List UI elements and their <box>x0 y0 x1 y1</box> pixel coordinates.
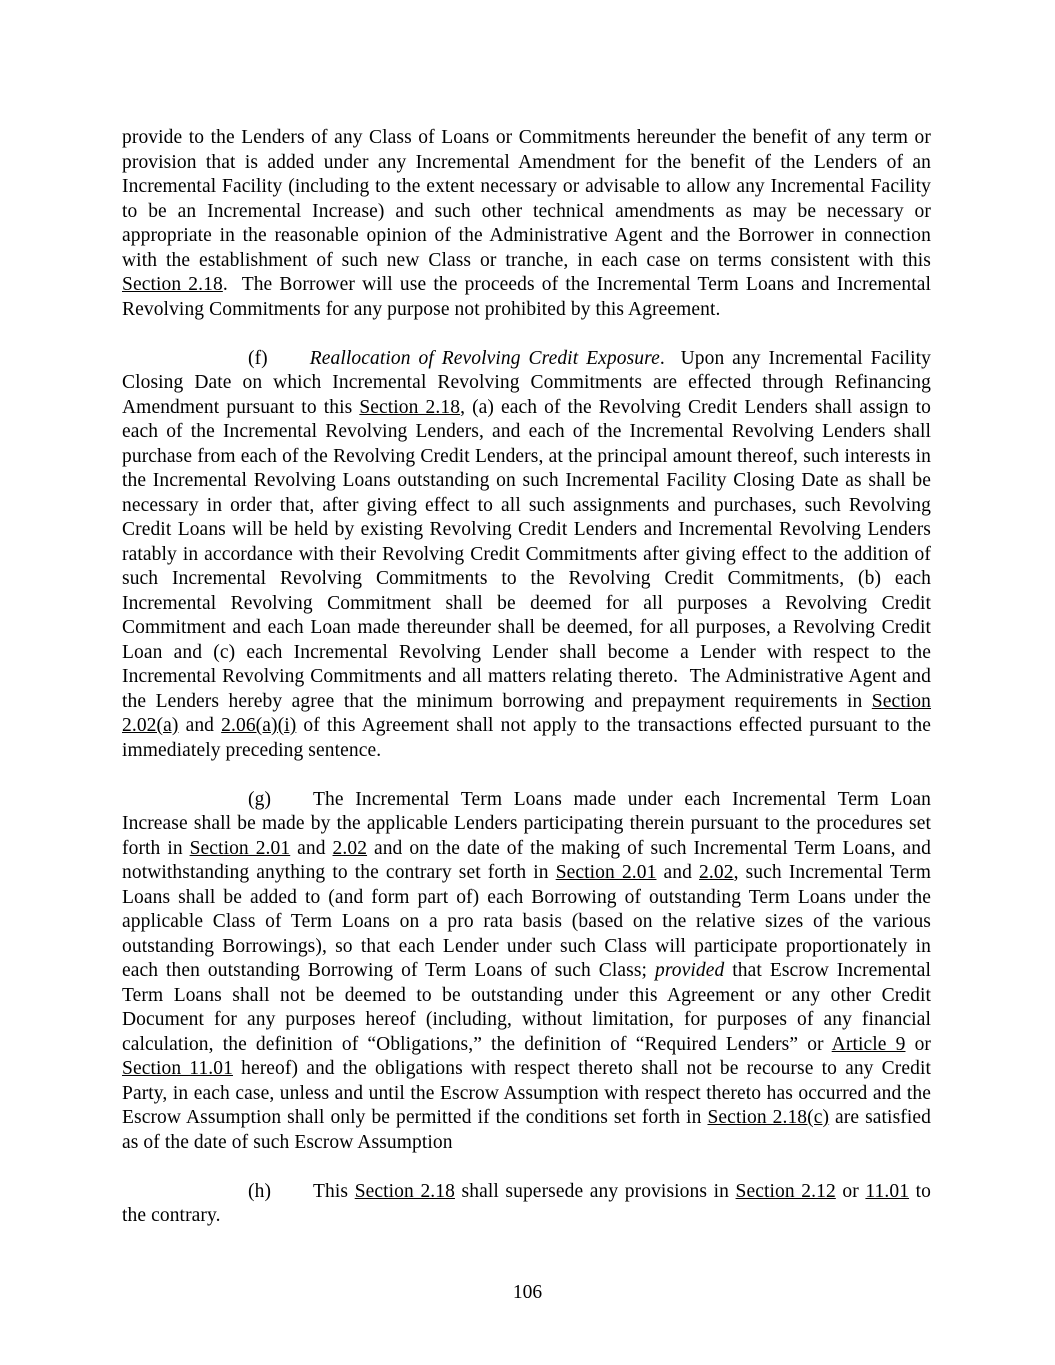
text-segment: of this Agreement shall not apply to the transactions effected pursuant to the immediately preceding sentence. <box>122 715 932 761</box>
section-reference: 2.02 <box>332 837 368 859</box>
paragraph-continuation <box>122 126 931 322</box>
text-segment: to the contrary. <box>122 1180 931 1226</box>
text-segment: that Escrow Incremental Term Loans shall not be deemed to be outstanding under this Agreement or any other Credit Document for any purposes hereof (including, without limitation, for purposes of any financial calculation, the definition of “Obligations,” the definition of “Required Lenders” or <box>122 960 932 1055</box>
section-reference: Section 2.01 <box>555 862 657 883</box>
text-segment: , such Incremental Term Loans shall be added to (and form part of) each Borrowing of outstanding Term Loans under the applicable Class of Term Loans on a pro rata basis (based on the relative sizes of the various outstanding Borrowings), so that each Lender under such Class will participate proportionately in each then outstanding Borrowing of Term Loans of such Class; <box>122 862 932 981</box>
emphasized-text: provided <box>654 960 725 981</box>
text-segment: and <box>656 862 700 883</box>
paragraph-f <box>122 347 931 764</box>
section-reference: 2.06(a)(i) <box>221 715 297 736</box>
paragraph-g <box>122 788 931 1156</box>
section-reference: Section 11.01 <box>122 1058 233 1079</box>
text-segment: . Upon any Incremental Facility Closing Date on which Incremental Revolving Commitments are effected through Refinancing Amendment pursuant to this <box>122 347 931 418</box>
text-segment: or <box>905 1033 932 1055</box>
section-reference: Section 2.18(c) <box>707 1107 830 1128</box>
page-number: 106 <box>512 1282 543 1303</box>
paragraph-label: (h) <box>248 1180 272 1202</box>
paragraph-h <box>122 1180 931 1229</box>
text-segment: or <box>835 1180 866 1202</box>
text-segment: and <box>178 715 222 736</box>
section-reference: 11.01 <box>865 1180 910 1202</box>
text-segment: are satisfied as of the date of such Escrow Assumption <box>122 1107 931 1153</box>
text-segment: provide to the Lenders of any Class of Loans or Commitments hereunder the benefit of any term or provision that is added under any Incremental Amendment for the benefit of the Lenders of an Incremental Facility (including to the extent necessary or advisable to allow any Incremental Facility to be an Incremental Increase) and such other technical amendments as may be necessary or appropriate in the reasonable opinion of the Administrative Agent and the Borrower in connection with the establishment of such new Class or tranche, in each case on terms consistent with this <box>122 127 931 271</box>
section-reference: Section 2.18 <box>359 396 461 418</box>
section-reference: Article 9 <box>831 1033 906 1055</box>
paragraph-label: (f) <box>248 347 268 369</box>
section-reference: Section 2.12 <box>735 1180 836 1202</box>
paragraph-label: (g) <box>248 788 272 810</box>
text-segment: , (a) each of the Revolving Credit Lenders shall assign to each of the Incremental Revolving Lenders, and each of the Incremental Revolving Lenders shall purchase from each of the Revolving Credit Lenders, at the principal amount thereof, such interests in the Incremental Revolving Loans outstanding on such Incremental Facility Closing Date as shall be necessary in order that, after giving effect to all such assignments and purchases, such Revolving Credit Loans will be held by existing Revolving Credit Lenders and Incremental Revolving Lenders ratably in accordance with their Revolving Credit Commitments after giving effect to the addition of such Incremental Revolving Commitments to the Revolving Credit Commitments, (b) each Incremental Revolving Commitment shall be deemed for all purposes a Revolving Credit Commitment and each Loan made thereunder shall be deemed, for all purposes, a Revolving Credit Loan and (c) each Incremental Revolving Lender shall become a Lender with respect to the Incremental Revolving Commitments and all matters relating thereto. The Administrative Agent and the Lenders hereby agree that the minimum borrowing and prepayment requirements in <box>122 396 931 712</box>
section-reference: 2.02 <box>699 862 734 883</box>
text-segment: The Incremental Term Loans made under each Incremental Term Loan Increase shall be made by the applicable Lenders participating therein pursuant to the procedures set forth in <box>122 788 931 859</box>
section-reference: Section 2.01 <box>189 837 291 859</box>
text-segment: hereof) and the obligations with respect thereto shall not be recourse to any Credit Party, in each case, unless and until the Escrow Assumption with respect thereto has occurred and the Escrow Assumption shall only be permitted if the conditions set forth in <box>122 1058 931 1128</box>
text-segment: and <box>290 837 333 859</box>
document-body <box>122 126 931 1253</box>
section-reference: Section 2.02(a) <box>122 690 931 736</box>
text-segment: This <box>313 1180 355 1202</box>
emphasized-text: Reallocation of Revolving Credit Exposure <box>309 347 660 369</box>
text-segment: shall supersede any provisions in <box>454 1180 736 1202</box>
text-segment: . The Borrower will use the proceeds of the Incremental Term Loans and Incremental Revolving Commitments for any purpose not prohibited by this Agreement. <box>122 274 931 320</box>
text-segment: and on the date of the making of such Incremental Term Loans, and notwithstanding anything to the contrary set forth in <box>122 837 931 883</box>
section-reference: Section 2.18 <box>122 274 223 295</box>
section-reference: Section 2.18 <box>354 1180 455 1202</box>
